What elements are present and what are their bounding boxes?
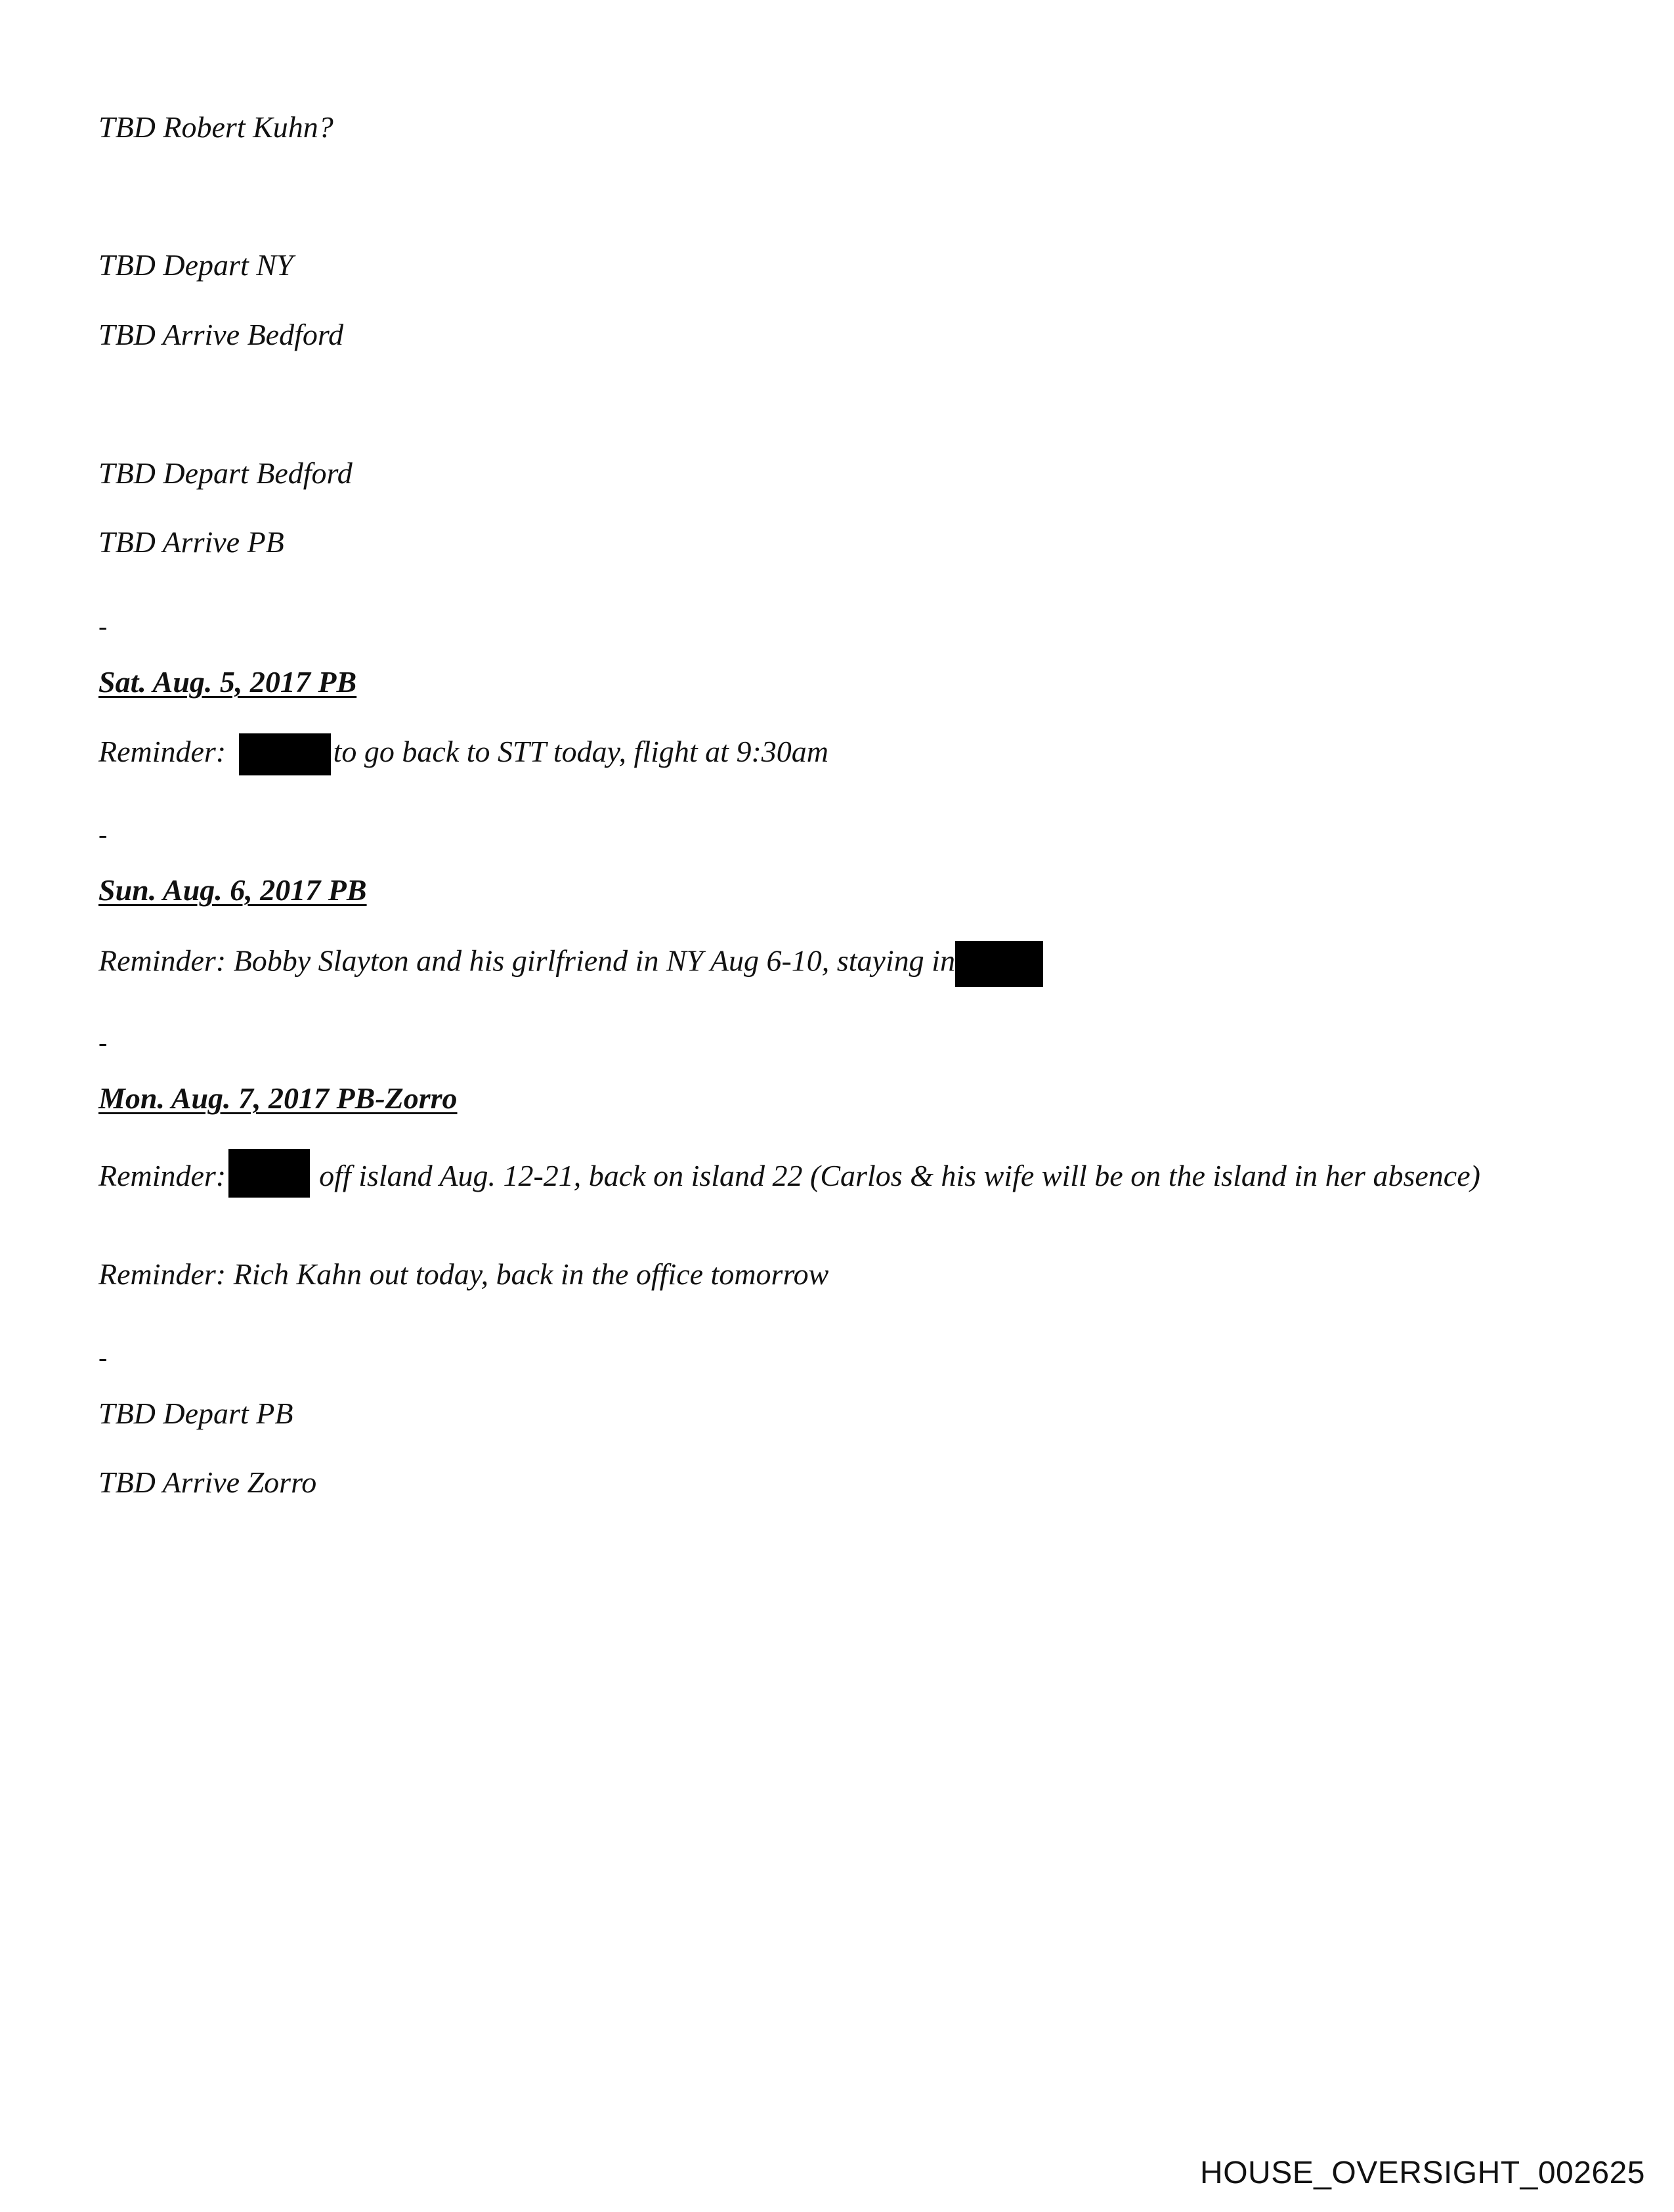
entry-tbd-arrive-zorro: TBD Arrive Zorro [98,1465,317,1499]
redaction-box [239,733,331,775]
reminder-text: off island Aug. 12-21, back on island 22 (Carlos & his wife will be on the island in her absence) [319,1159,1480,1192]
reminder-sun-aug-6 [98,941,1043,987]
reminder-text: to go back to STT today, flight at 9:30am [333,735,828,768]
redaction-box [955,941,1043,987]
entry-tbd-depart-bedford: TBD Depart Bedford [98,456,353,490]
day-heading-mon-aug-7: Mon. Aug. 7, 2017 PB-Zorro [98,1081,458,1115]
reminder-sat-aug-5 [98,733,828,775]
redaction-box [228,1149,310,1198]
reminder-text: Reminder: Bobby Slayton and his girlfriend in NY Aug 6-10, staying in [98,943,955,978]
reminder-mon-aug-7-rich-kahn: Reminder: Rich Kahn out today, back in the office tomorrow [98,1257,829,1291]
reminder-label: Reminder: [98,1159,226,1192]
entry-tbd-depart-ny: TBD Depart NY [98,248,293,282]
day-heading-sat-aug-5: Sat. Aug. 5, 2017 PB [98,665,357,699]
entry-tbd-arrive-bedford: TBD Arrive Bedford [98,318,344,351]
separator-dash: - [98,1343,108,1372]
separator-dash: - [98,1028,108,1057]
day-heading-sun-aug-6: Sun. Aug. 6, 2017 PB [98,873,367,907]
entry-tbd-robert-kuhn: TBD Robert Kuhn? [98,110,333,144]
bates-number: HOUSE_OVERSIGHT_002625 [1200,2156,1645,2190]
entry-tbd-depart-pb: TBD Depart PB [98,1397,293,1430]
separator-dash: - [98,611,108,641]
reminder-label: Reminder: [98,735,226,768]
entry-tbd-arrive-pb: TBD Arrive PB [98,525,284,559]
separator-dash: - [98,819,108,849]
reminder-mon-aug-7-island [98,1149,1516,1198]
